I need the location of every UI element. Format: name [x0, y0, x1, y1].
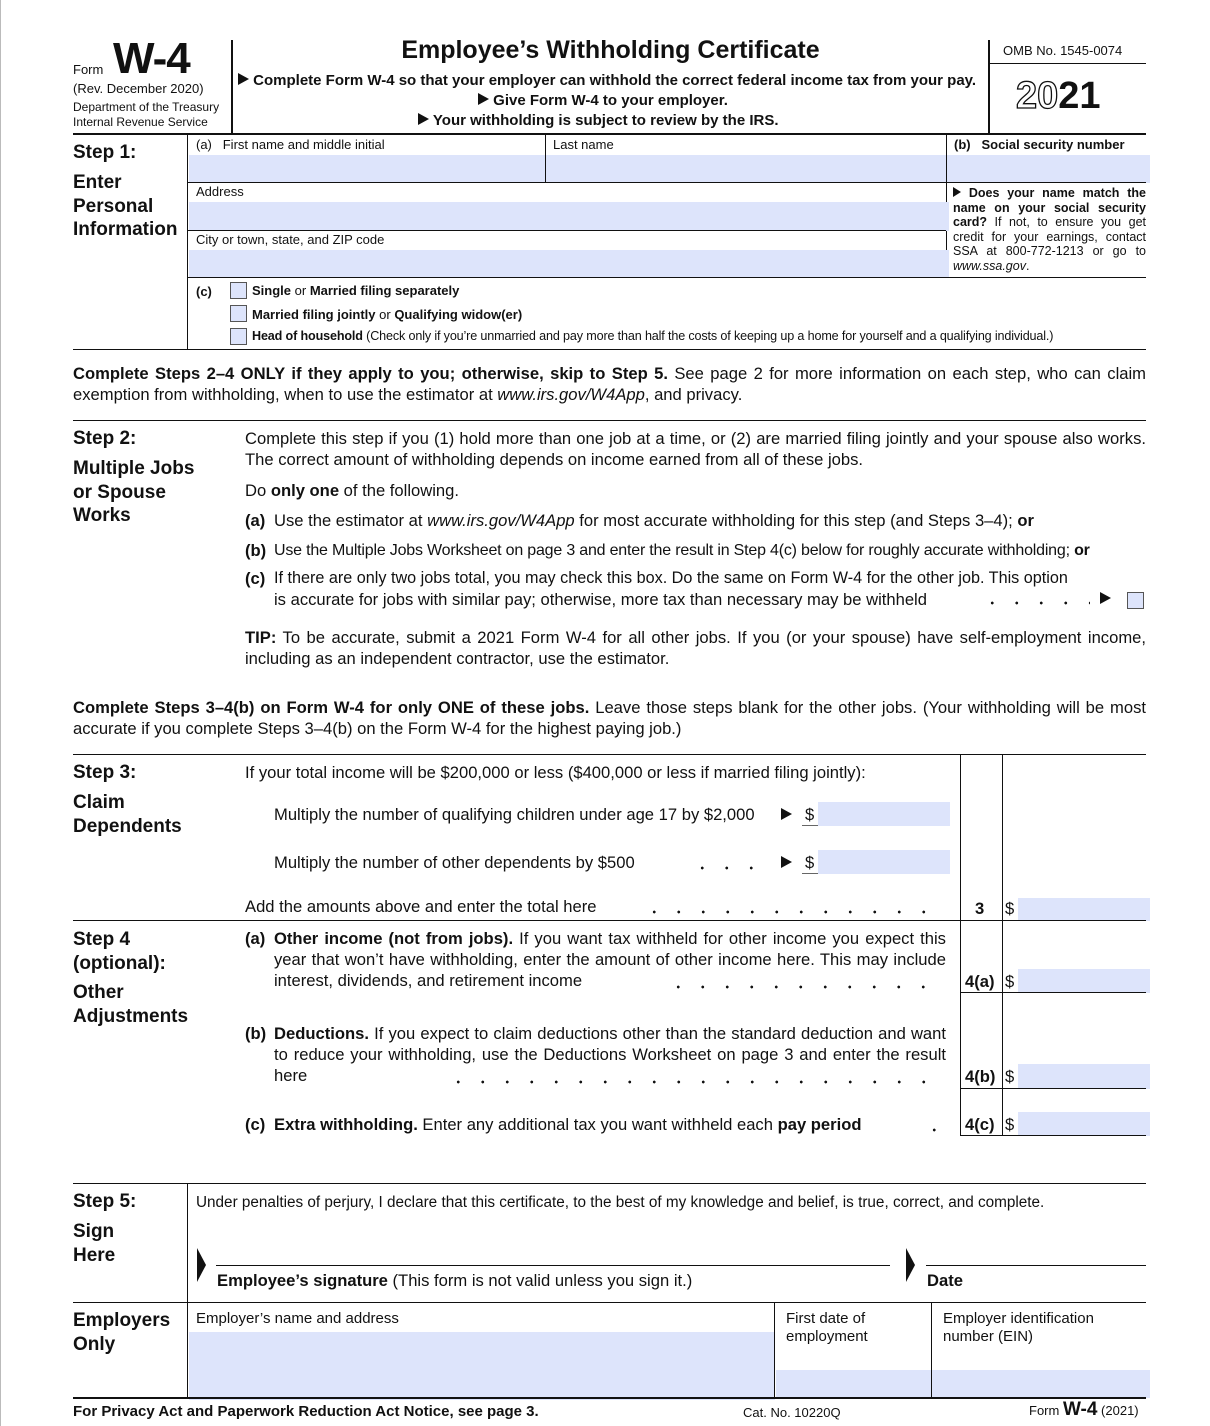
text: If you want tax withheld for other income you expect this year that won’t have withholding, enter the amount of other income here. This may include interest, dividends, and retirement income: [274, 929, 946, 990]
text-bold: or: [1074, 542, 1090, 559]
step2-tip: [245, 627, 1146, 669]
instruction-2: [478, 92, 728, 109]
text-bold: Other income (not from jobs).: [274, 929, 514, 948]
text: for most accurate withholding for this step (and Steps 3–4);: [574, 511, 1018, 530]
section-rule: [73, 349, 1146, 350]
text: If you expect to claim deductions other than the standard deduction and want to reduce your withholding, use the Deductions Worksheet on page 3 and enter the result here: [274, 1024, 946, 1085]
step3-subtitle-1: Claim: [73, 792, 125, 813]
step4-subtitle-1: Other: [73, 982, 124, 1003]
section-rule: [73, 1183, 1146, 1184]
estimator-link[interactable]: www.irs.gov/W4App: [427, 511, 575, 530]
dot-leader: [690, 866, 770, 870]
row-rule: [188, 182, 1146, 183]
ssa-note: [953, 186, 1146, 273]
section-rule: [73, 420, 1146, 421]
option-a-text: [274, 510, 1034, 531]
option-c-line2: is accurate for jobs with similar pay; otherwise, more tax than necessary may be withheld: [274, 590, 927, 609]
instruction-text: Complete Form W-4 so that your employer can withhold the correct federal income tax from your pay.: [253, 72, 977, 89]
step4b-text: [274, 1023, 946, 1086]
sign-arrow-icon: [197, 1248, 206, 1282]
dot-leader: [980, 601, 1090, 605]
line-number-3: 3: [975, 899, 985, 918]
note-bold: Complete Steps 3–4(b) on Form W-4 for only ONE of these jobs.: [73, 698, 590, 717]
footer-rule: [73, 1397, 1146, 1399]
omb-divider: [990, 63, 1146, 64]
step4a-prefix: (a): [245, 929, 266, 948]
form-number: W-4: [1062, 1399, 1098, 1420]
last-name-label: Last name: [553, 137, 614, 152]
row-rule: [188, 277, 1146, 278]
step1-subtitle-1: Enter: [73, 172, 122, 193]
total-label: Add the amounts above and enter the total here: [245, 897, 597, 916]
row-rule: [960, 1088, 1146, 1089]
city-state-zip-input[interactable]: [189, 250, 949, 278]
dot-leader: [666, 985, 942, 989]
instruction-text: Give Form W-4 to your employer.: [493, 92, 728, 109]
step5-divider: [187, 1183, 188, 1398]
instruction-1: [238, 72, 976, 89]
opt-bold: Qualifying widow(er): [394, 307, 523, 322]
line-number-4c: 4(c): [965, 1115, 995, 1134]
checkbox-two-jobs[interactable]: [1127, 592, 1144, 609]
intro-end: , and privacy.: [644, 385, 743, 404]
signature-line[interactable]: [216, 1265, 890, 1266]
line-number-column-divider: [960, 754, 961, 1135]
perjury-declaration: Under penalties of perjury, I declare that this certificate, to the best of my knowledge and belief, is true, correct, and complete.: [196, 1194, 1045, 1211]
ssa-note-end: .: [1025, 258, 1030, 273]
step4a-text: [274, 928, 946, 991]
ssn-input[interactable]: [948, 155, 1150, 183]
step5-title: Step 5:: [73, 1191, 137, 1212]
steps-3-4-note: [73, 697, 1146, 739]
option-c-prefix: (c): [245, 569, 266, 588]
deductions-input[interactable]: [1018, 1064, 1150, 1089]
step2-do-one: [245, 480, 459, 501]
tip-bold: TIP:: [245, 628, 277, 647]
year-outline: 20: [1016, 75, 1059, 117]
step4-title: Step 4: [73, 929, 131, 950]
dot-leader: [922, 1128, 942, 1132]
arrow-icon: [418, 113, 429, 125]
row-rule: [960, 1135, 1146, 1136]
employer-name-label: Employer’s name and address: [196, 1310, 399, 1327]
step1-subtitle-3: Information: [73, 219, 178, 240]
currency-symbol: $: [1005, 1067, 1015, 1086]
label-prefix: (b): [954, 137, 971, 152]
ssa-note-text: If not, to ensure you get credit for your earnings, contact SSA at 800-772-1213 or go to: [953, 215, 1146, 258]
filing-status-single: [252, 283, 459, 298]
text-bold: or: [1017, 511, 1034, 530]
address-input[interactable]: [189, 202, 949, 231]
step4-subtitle-2: Adjustments: [73, 1006, 189, 1027]
dot-leader: [446, 1080, 942, 1084]
label-line: number (EIN): [943, 1328, 1034, 1345]
row-rule: [960, 992, 1146, 993]
opt-bold: Head of household: [252, 329, 363, 343]
agency: Internal Revenue Service: [73, 115, 208, 129]
intro-text: See page 2 for more information on each step, who can claim exemption from withholding, when to use the estimator at: [73, 364, 1146, 404]
label-line: employment: [786, 1328, 868, 1345]
first-name-label: [196, 137, 385, 152]
label-text: First name and middle initial: [222, 137, 385, 152]
text-bold: Extra withholding.: [274, 1115, 418, 1134]
step2-subtitle-3: Works: [73, 505, 131, 526]
text-bold: Employee’s signature: [217, 1271, 388, 1290]
step3-subtitle-2: Dependents: [73, 816, 182, 837]
qualifying-children-amount-input[interactable]: [818, 802, 950, 826]
form-word: Form: [1029, 1403, 1060, 1418]
text: of the following.: [339, 481, 459, 500]
step2-title: Step 2:: [73, 428, 137, 449]
text-bold: only one: [270, 481, 340, 500]
intro-bold: Complete Steps 2–4 ONLY if they apply to you; otherwise, skip to Step 5.: [73, 364, 668, 383]
year-bold: 21: [1058, 75, 1101, 117]
revision-date: (Rev. December 2020): [73, 81, 204, 96]
step3-title: Step 3:: [73, 762, 137, 783]
privacy-notice: For Privacy Act and Paperwork Reduction Act Notice, see page 3.: [73, 1403, 539, 1420]
date-label: Date: [927, 1271, 963, 1290]
other-dependents-label: Multiply the number of other dependents by $500: [274, 853, 635, 872]
step2-subtitle-1: Multiple Jobs: [73, 458, 195, 479]
date-arrow-icon: [906, 1248, 915, 1282]
label-prefix: (a): [196, 137, 212, 152]
footer-form-id: [1029, 1399, 1139, 1421]
text: Do: [245, 481, 271, 500]
ein-input[interactable]: [933, 1370, 1150, 1398]
arrow-icon: [1100, 591, 1111, 609]
option-b-text: [274, 540, 1090, 561]
tip-text: To be accurate, submit a 2021 Form W-4 for all other jobs. If you (or your spouse) have self-employment income, including as an independent contractor, use the estimator.: [245, 628, 1146, 668]
last-name-input[interactable]: [547, 155, 949, 183]
currency-symbol: $: [805, 805, 815, 824]
filing-status-married-jointly: [252, 307, 522, 322]
ssa-note-bold: Does your name match the name on your social security card?: [953, 186, 1146, 229]
employers-title-2: Only: [73, 1334, 116, 1355]
arrow-shape: [781, 808, 792, 820]
other-dependents-amount-input[interactable]: [818, 850, 950, 874]
ssa-link[interactable]: www.ssa.gov: [953, 258, 1026, 273]
label-text: Social security number: [981, 137, 1125, 152]
label-line: First date of: [786, 1310, 866, 1327]
step1-title: Step 1:: [73, 142, 137, 163]
checkbox-head-of-household[interactable]: [230, 328, 247, 345]
option-a-prefix: (a): [245, 511, 266, 530]
column-divider: [774, 1302, 775, 1398]
row-rule: [188, 230, 946, 231]
arrow-shape: [781, 856, 792, 868]
ein-label: [943, 1310, 1094, 1346]
section-rule: [73, 920, 1146, 921]
text-bold: Deductions.: [274, 1024, 369, 1043]
employer-name-address-input[interactable]: [189, 1332, 775, 1400]
currency-symbol: $: [1005, 972, 1015, 991]
step4c-prefix: (c): [245, 1115, 266, 1134]
text: (This form is not valid unless you sign it.): [387, 1271, 693, 1290]
text: Use the estimator at: [274, 511, 428, 530]
step2-subtitle-2: or Spouse: [73, 482, 166, 503]
employers-title-1: Employers: [73, 1310, 171, 1331]
omb-number: OMB No. 1545-0074: [1003, 43, 1123, 58]
line-number-4a: 4(a): [965, 972, 995, 991]
arrow-icon: [781, 807, 792, 825]
opt-bold: Married filing separately: [309, 283, 460, 298]
estimator-link[interactable]: www.irs.gov/W4App: [497, 385, 645, 404]
text: Enter any additional tax you want withheld each: [417, 1115, 778, 1134]
option-c-line1: If there are only two jobs total, you may check this box. Do the same on Form W-4 for the other job. This option: [274, 569, 1068, 587]
checkbox-single[interactable]: [230, 282, 247, 299]
arrow-icon: [238, 73, 249, 85]
arrow-icon: [953, 187, 961, 197]
arrow-icon: [478, 93, 489, 105]
amount-column-divider: [1002, 754, 1003, 1135]
date-line[interactable]: [926, 1265, 1146, 1266]
tax-year: [1016, 75, 1101, 118]
dot-leader: [642, 910, 942, 914]
line-number-4b: 4(b): [965, 1067, 996, 1086]
opt-text: or: [291, 283, 310, 298]
section-rule: [73, 754, 1146, 755]
step4b-prefix: (b): [245, 1024, 267, 1043]
section-rule: [73, 1302, 1146, 1303]
children-label: Multiply the number of qualifying children under age 17 by $2,000: [274, 805, 755, 824]
step4c-text: [274, 1114, 862, 1135]
ssn-label: [954, 137, 1125, 152]
column-divider: [931, 1302, 932, 1398]
instruction-3: [418, 112, 779, 129]
currency-symbol: $: [805, 853, 815, 872]
form-word: Form: [73, 62, 104, 77]
page-edge: [0, 0, 1, 1426]
filing-status-head-of-household: [252, 329, 1053, 343]
page-title: Employee’s Withholding Certificate: [401, 36, 820, 64]
step1-divider: [187, 135, 188, 350]
first-date-label: [786, 1310, 868, 1346]
first-date-input[interactable]: [776, 1370, 933, 1398]
dependents-total-input[interactable]: [1018, 898, 1150, 921]
opt-bold: Married filing jointly: [252, 307, 376, 322]
header-divider-right: [988, 40, 990, 134]
label-line: Employer identification: [943, 1310, 1094, 1327]
signature-label: [217, 1270, 692, 1291]
arrow-shape: [1100, 592, 1111, 604]
form-number: W-4: [113, 34, 190, 83]
filing-status-prefix: (c): [196, 284, 212, 299]
step3-intro: If your total income will be $200,000 or less ($400,000 or less if married filing jointly):: [245, 763, 866, 782]
step5-subtitle-1: Sign: [73, 1221, 115, 1242]
checkbox-married-jointly[interactable]: [230, 305, 247, 322]
arrow-icon: [781, 855, 792, 873]
catalog-number: Cat. No. 10220Q: [743, 1405, 841, 1420]
opt-text: (Check only if you’re unmarried and pay more than half the costs of keeping up a home for yourself and a qualifying individual.): [362, 329, 1054, 343]
address-label: Address: [196, 184, 244, 199]
step1-subtitle-2: Personal: [73, 196, 154, 217]
step4-optional: (optional):: [73, 953, 166, 974]
first-name-input[interactable]: [189, 155, 548, 183]
instruction-text: Your withholding is subject to review by the IRS.: [432, 112, 779, 129]
department: Department of the Treasury: [73, 100, 220, 114]
currency-symbol: $: [1005, 899, 1015, 918]
form-year: (2021): [1101, 1403, 1139, 1418]
currency-symbol: $: [1005, 1115, 1015, 1134]
other-income-input[interactable]: [1018, 969, 1150, 993]
opt-bold: Single: [252, 283, 292, 298]
note-text: Leave those steps blank for the other jobs. (Your withholding will be most accurate if you complete Steps 3–4(b) on the Form W-4 for the highest paying job.): [73, 698, 1146, 738]
extra-withholding-input[interactable]: [1018, 1112, 1150, 1136]
option-b-prefix: (b): [245, 541, 267, 560]
city-label: City or town, state, and ZIP code: [196, 232, 385, 247]
step5-subtitle-2: Here: [73, 1245, 116, 1266]
opt-text: or: [375, 307, 395, 322]
name-divider: [545, 135, 546, 182]
steps-2-4-intro: [73, 363, 1146, 405]
step2-description: Complete this step if you (1) hold more than one job at a time, or (2) are married filing jointly and your spouse also works. The correct amount of withholding depends on income earned from all of these jobs.: [245, 429, 1146, 469]
text: Use the Multiple Jobs Worksheet on page 3 and enter the result in Step 4(c) below for roughly accurate withholding;: [274, 542, 1075, 559]
header-rule: [73, 133, 1146, 135]
text-bold: pay period: [777, 1115, 862, 1134]
